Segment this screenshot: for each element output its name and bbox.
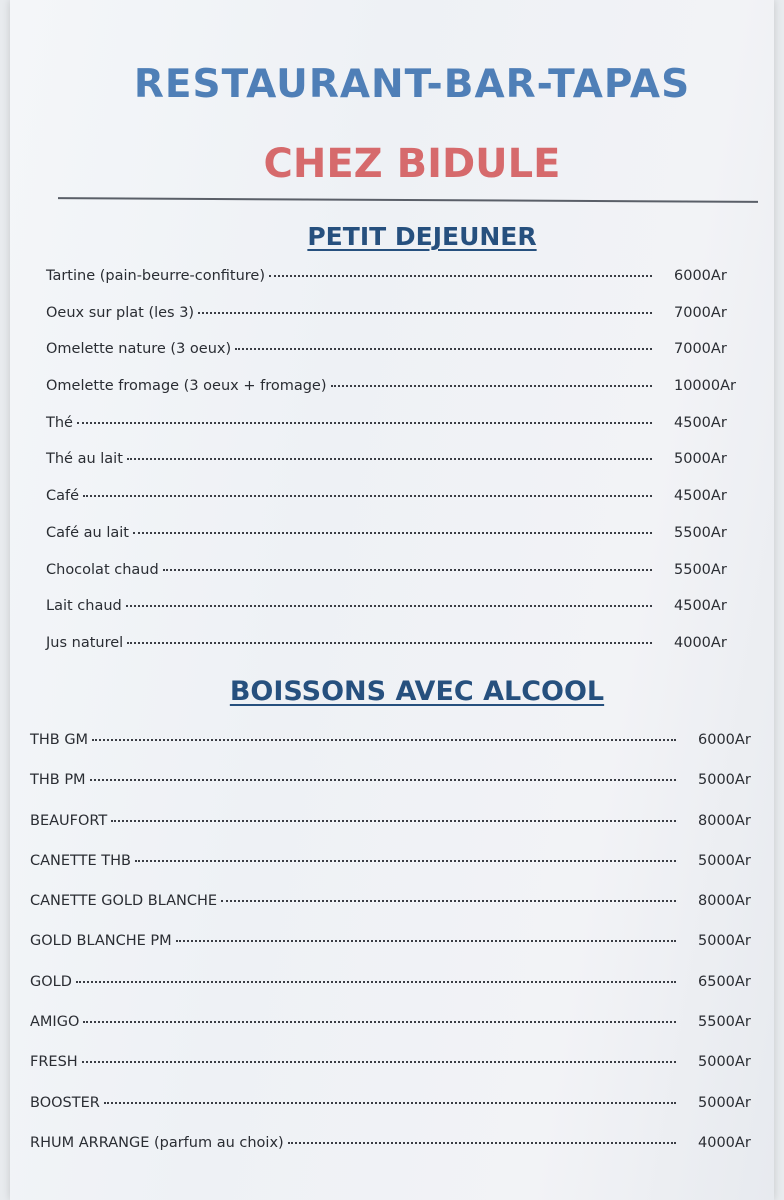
item-name: AMIGO <box>30 1014 80 1031</box>
menu-item <box>30 1054 760 1094</box>
menu-item <box>46 598 736 635</box>
menu-item <box>46 305 736 342</box>
item-price: 6000Ar <box>698 732 751 748</box>
menu-item <box>46 268 736 305</box>
item-price: 5500Ar <box>674 561 727 578</box>
menu-item <box>30 732 760 772</box>
item-name: Café au lait <box>46 524 129 541</box>
dot-leader <box>288 1142 676 1144</box>
dot-leader <box>221 900 676 902</box>
section-title-boissons-avec-alcool: BOISSONS AVEC ALCOOL <box>229 676 605 707</box>
item-name: Thé <box>46 414 73 431</box>
menu-item <box>46 415 736 452</box>
item-price: 5000Ar <box>698 933 751 950</box>
menu-item <box>46 341 736 378</box>
item-price: 8000Ar <box>698 893 751 910</box>
item-price: 8000Ar <box>698 812 751 829</box>
menu-item <box>46 635 736 672</box>
menu-page <box>10 0 774 1200</box>
menu-item <box>46 562 736 599</box>
dot-leader <box>235 348 652 350</box>
item-name: BOOSTER <box>30 1094 100 1111</box>
menu-item <box>30 974 760 1014</box>
section-title-petit-dejeuner: PETIT DEJEUNER <box>307 222 537 251</box>
item-price: 4000Ar <box>698 1134 751 1151</box>
restaurant-title: RESTAURANT-BAR-TAPAS <box>133 62 691 107</box>
item-price: 5000Ar <box>698 772 751 789</box>
menu-item <box>46 488 736 525</box>
item-name: CANETTE THB <box>30 852 131 869</box>
item-price: 4500Ar <box>674 598 727 615</box>
dot-leader <box>90 779 676 781</box>
menu-list-petit-dejeuner <box>46 268 736 672</box>
dot-leader <box>76 981 676 983</box>
item-price: 5000Ar <box>698 852 751 869</box>
item-name: Omelette fromage (3 oeux + fromage) <box>46 378 327 395</box>
item-name: RHUM ARRANGE (parfum au choix) <box>30 1134 284 1151</box>
menu-item <box>30 813 760 853</box>
dot-leader <box>176 940 676 942</box>
item-name: Tartine (pain-beurre-confiture) <box>46 268 266 284</box>
item-price: 5000Ar <box>674 451 727 468</box>
item-name: GOLD BLANCHE PM <box>30 933 172 950</box>
item-price: 5000Ar <box>698 1094 751 1111</box>
item-price: 4500Ar <box>674 488 727 505</box>
item-name: Thé au lait <box>46 451 123 468</box>
item-name: Oeux sur plat (les 3) <box>46 304 195 321</box>
menu-item <box>30 1014 760 1054</box>
dot-leader <box>331 385 652 387</box>
dot-leader <box>198 312 652 314</box>
dot-leader <box>92 739 676 741</box>
item-name: Café <box>46 488 80 505</box>
menu-item <box>30 893 760 933</box>
item-name: FRESH <box>30 1054 78 1071</box>
item-name: GOLD <box>30 973 72 990</box>
item-price: 4000Ar <box>674 634 727 651</box>
menu-item <box>30 1095 760 1135</box>
item-name: THB PM <box>30 772 86 789</box>
dot-leader <box>127 642 652 644</box>
header-divider <box>58 197 758 203</box>
dot-leader <box>163 569 652 571</box>
item-price: 10000Ar <box>673 378 736 395</box>
item-price: 7000Ar <box>674 304 727 321</box>
item-name: CANETTE GOLD BLANCHE <box>30 893 218 910</box>
item-name: THB GM <box>30 732 89 748</box>
dot-leader <box>111 820 676 822</box>
menu-item <box>30 772 760 812</box>
item-price: 6000Ar <box>674 268 727 284</box>
menu-item <box>46 378 736 415</box>
item-price: 7000Ar <box>674 341 727 358</box>
dot-leader <box>83 1021 676 1023</box>
item-name: Omelette nature (3 oeux) <box>46 341 232 358</box>
item-price: 5500Ar <box>698 1014 751 1031</box>
dot-leader <box>83 495 652 497</box>
item-price: 5500Ar <box>674 524 727 541</box>
dot-leader <box>104 1102 676 1104</box>
item-name: BEAUFORT <box>30 812 108 829</box>
dot-leader <box>133 532 652 534</box>
item-price: 5000Ar <box>698 1054 751 1071</box>
menu-item <box>46 451 736 488</box>
menu-item <box>30 1135 760 1175</box>
dot-leader <box>82 1061 676 1063</box>
item-name: Chocolat chaud <box>46 561 159 578</box>
menu-list-boissons-avec-alcool <box>30 732 760 1175</box>
menu-item <box>30 933 760 973</box>
menu-item <box>30 853 760 893</box>
menu-item <box>46 525 736 562</box>
item-name: Lait chaud <box>46 598 122 615</box>
dot-leader <box>135 860 676 862</box>
dot-leader <box>269 275 652 277</box>
dot-leader <box>77 422 652 424</box>
item-name: Jus naturel <box>46 634 124 651</box>
item-price: 4500Ar <box>674 414 727 431</box>
item-price: 6500Ar <box>698 973 751 990</box>
dot-leader <box>127 458 652 460</box>
restaurant-name: CHEZ BIDULE <box>263 141 561 187</box>
dot-leader <box>126 605 652 607</box>
